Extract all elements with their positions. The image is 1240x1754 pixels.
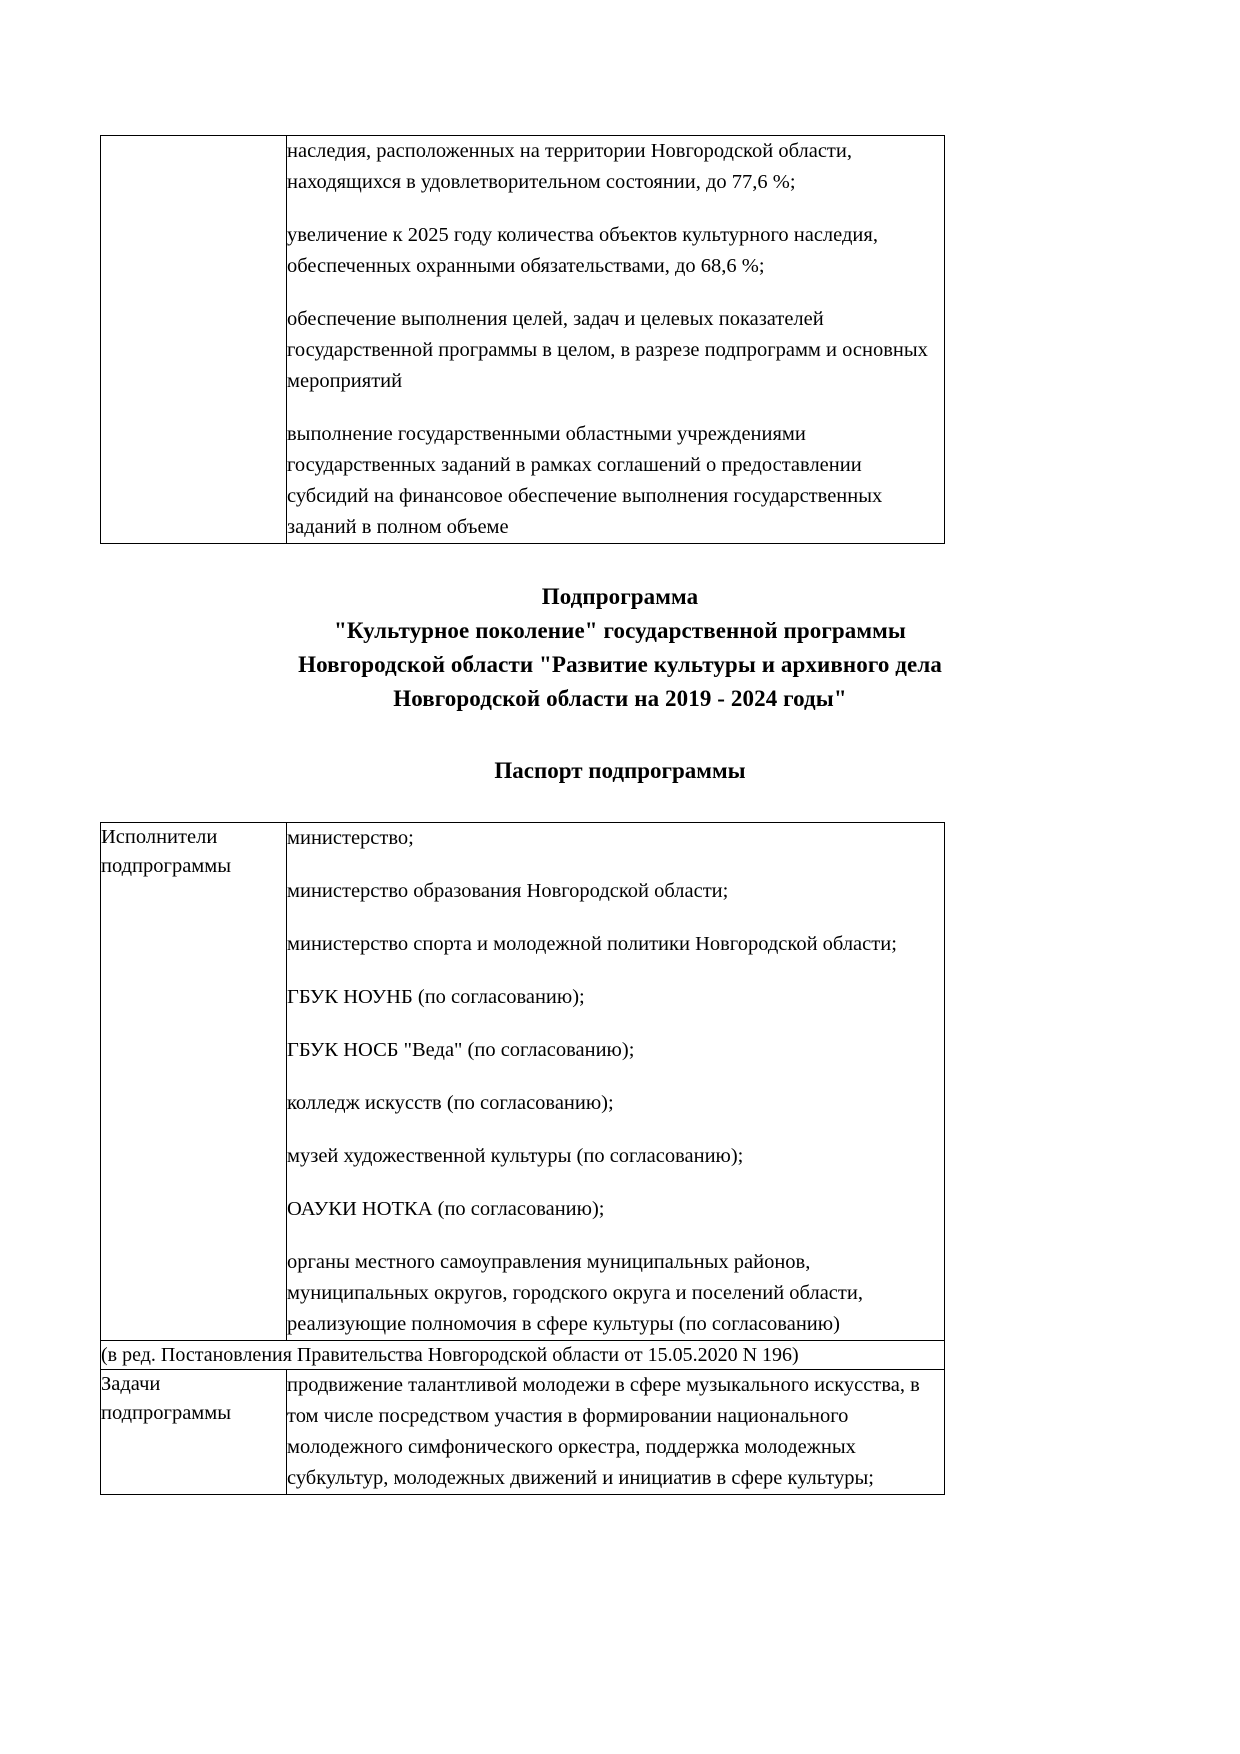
table-row-amendment-note [101,1341,945,1370]
table-cell-label-executors [101,823,287,1341]
passport-table [100,822,945,1495]
amendment-note-text: (в ред. Постановления Правительства Новгородской области от 15.05.2020 N 196) [101,1344,799,1366]
table-cell-amendment-note [101,1341,945,1370]
indicator-paragraph-3: обеспечение выполнения целей, задач и целевых показателей государственной программы в целом, в разрезе подпрограмм и основных мероприятий [287,308,928,392]
task-item-1: продвижение талантливой молодежи в сфере музыкального искусства, в том числе посредством участия в формировании национального молодежного симфонического оркестра, поддержка молодежных субкультур, молодежных движений и инициатив в сфере культуры; [287,1374,920,1489]
executor-item-2: министерство образования Новгородской области; [287,880,729,902]
title-line-4: Новгородской области на 2019 - 2024 годы" [393,686,847,711]
executor-item-5: ГБУК НОСБ "Веда" (по согласованию); [287,1039,635,1061]
tasks-label-line-2: подпрограммы [101,1402,232,1424]
executors-label-line-2: подпрограммы [101,855,232,877]
table-cell-indicators [287,136,945,544]
table-row [101,136,945,544]
executor-item-4: ГБУК НОУНБ (по согласованию); [287,986,585,1008]
executor-item-3: министерство спорта и молодежной политики Новгородской области; [287,933,897,955]
title-line-1: Подпрограмма [541,584,699,609]
title-line-3: Новгородской области "Развитие культуры и архивного дела [298,652,942,677]
executor-item-1: министерство; [287,827,414,849]
table-row-tasks [101,1370,945,1495]
table-cell-label-empty [101,136,287,544]
executor-item-6: колледж искусств (по согласованию); [287,1092,614,1114]
table-row-executors [101,823,945,1341]
table-cell-tasks-text [287,1370,945,1495]
tasks-label-line-1: Задачи [101,1373,161,1395]
passport-heading: Паспорт подпрограммы [494,758,746,783]
subprogram-title-block [100,580,1140,716]
indicator-paragraph-1: наследия, расположенных на территории Новгородской области, находящихся в удовлетворительном состоянии, до 77,6 %; [287,140,852,193]
indicator-paragraph-2: увеличение к 2025 году количества объектов культурного наследия, обеспеченных охранными обязательствами, до 68,6 %; [287,224,878,277]
executor-item-9: органы местного самоуправления муниципальных районов, муниципальных округов, городского округа и поселений области, реализующие полномочия в сфере культуры (по согласованию) [287,1251,863,1335]
table-cell-executors-list [287,823,945,1341]
executor-item-7: музей художественной культуры (по согласованию); [287,1145,744,1167]
table-cell-label-tasks [101,1370,287,1495]
indicator-paragraph-4: выполнение государственными областными учреждениями государственных заданий в рамках соглашений о предоставлении субсидий на финансовое обеспечение выполнения государственных заданий в полном объеме [287,423,883,538]
executors-label-line-1: Исполнители [101,826,218,848]
executor-item-8: ОАУКИ НОТКА (по согласованию); [287,1198,605,1220]
title-line-2: "Культурное поколение" государственной программы [334,618,906,643]
continued-indicators-table [100,135,945,544]
